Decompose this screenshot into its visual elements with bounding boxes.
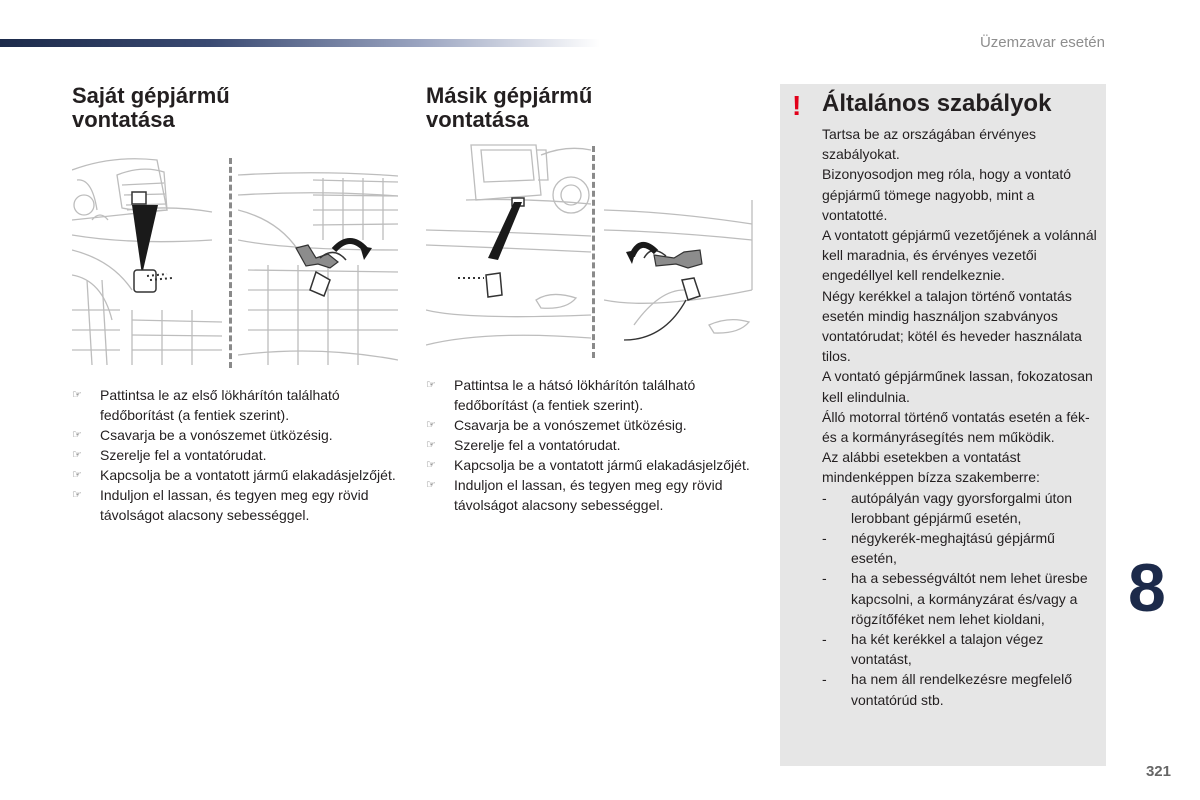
page-number: 321 <box>1145 763 1171 780</box>
middle-title-line1: Másik gépjármű <box>426 83 593 108</box>
list-item: ☞ Pattintsa le a hátsó lökhárítón található fedőborítást (a fentiek szerint). <box>426 377 696 413</box>
list-item: ☞ Csavarja be a vonószemet ütközésig. <box>72 427 333 443</box>
warning-icon: ! <box>792 90 802 121</box>
left-title-line2: vontatása <box>72 107 175 132</box>
chapter-number: 8 <box>1128 550 1166 626</box>
dash-marker: - <box>822 631 827 648</box>
pointing-hand-icon: ☞ <box>72 449 82 461</box>
left-section-title <box>72 84 230 132</box>
rear-towing-eye-illustration <box>604 140 754 360</box>
rules-title: Általános szabályok <box>822 90 1052 117</box>
list-item: - ha két kerékkel a talajon végez vontatást, <box>822 631 1044 668</box>
pointing-hand-icon: ☞ <box>426 479 436 491</box>
dash-marker: - <box>822 570 827 587</box>
pointing-hand-icon: ☞ <box>72 489 82 501</box>
rules-paragraph: Bizonyosodjon meg róla, hogy a vontató gépjármű tömege nagyobb, mint a vontatotté. <box>822 166 1072 223</box>
list-item: ☞ Induljon el lassan, és tegyen meg egy rövid távolságot alacsony sebességgel. <box>72 487 369 523</box>
list-item: - ha nem áll rendelkezésre megfelelő vontatórúd stb. <box>822 671 1073 708</box>
dash-marker: - <box>822 530 827 547</box>
pointing-hand-icon: ☞ <box>72 469 82 481</box>
pointing-hand-icon: ☞ <box>426 419 436 431</box>
left-title-line1: Saját gépjármű <box>72 83 230 108</box>
chapter-title: Üzemzavar esetén <box>979 34 1105 51</box>
list-item: ☞ Kapcsolja be a vontatott jármű elakadásjelzőjét. <box>426 457 750 473</box>
pointing-hand-icon: ☞ <box>72 389 82 401</box>
rules-paragraph: A vontató gépjárműnek lassan, fokozatosan kell elindulnia. <box>822 368 1093 405</box>
rules-paragraph: Álló motorral történő vontatás esetén a fék- és a kormányrásegítés nem működik. <box>822 408 1090 446</box>
middle-title-line2: vontatása <box>426 107 529 132</box>
front-towing-eye-illustration <box>238 150 398 370</box>
rules-list <box>822 488 1100 710</box>
pointing-hand-icon: ☞ <box>426 459 436 471</box>
left-steps-list <box>72 385 402 525</box>
middle-section-title <box>426 84 592 132</box>
list-item: ☞ Szerelje fel a vontatórudat. <box>426 437 621 453</box>
pointing-hand-icon: ☞ <box>426 439 436 451</box>
figure-divider <box>229 158 232 368</box>
list-item: ☞ Kapcsolja be a vontatott jármű elakadásjelzőjét. <box>72 467 396 483</box>
list-item: ☞ Induljon el lassan, és tegyen meg egy rövid távolságot alacsony sebességgel. <box>426 477 723 513</box>
middle-steps-list <box>426 375 761 515</box>
rules-paragraph: Az alábbi esetekben a vontatást mindenképpen bízza szakemberre: <box>822 449 1040 486</box>
pointing-hand-icon: ☞ <box>426 379 436 391</box>
rear-bumper-illustration <box>426 140 591 360</box>
list-item: - négykerék-meghajtású gépjármű esetén, <box>822 530 1055 567</box>
list-item: ☞ Csavarja be a vonószemet ütközésig. <box>426 417 687 433</box>
rules-paragraph: Tartsa be az országában érvényes szabályokat. <box>822 126 1037 163</box>
list-item: ☞ Szerelje fel a vontatórudat. <box>72 447 267 463</box>
figure-divider <box>592 146 595 358</box>
general-rules-box <box>780 84 1106 766</box>
pointing-hand-icon: ☞ <box>72 429 82 441</box>
front-bumper-illustration <box>72 150 222 370</box>
dash-marker: - <box>822 671 827 688</box>
list-item: - autópályán vagy gyorsforgalmi úton lerobbant gépjármű esetén, <box>822 489 1073 526</box>
dash-marker: - <box>822 489 827 506</box>
header-accent-bar <box>0 39 600 47</box>
list-item: ☞ Pattintsa le az első lökhárítón található fedőborítást (a fentiek szerint). <box>72 387 340 423</box>
rules-text <box>822 124 1100 710</box>
rules-paragraph: Négy kerékkel a talajon történő vontatás esetén mindig használjon szabványos vontatórudat; kötél és heveder használata tilos. <box>822 287 1082 365</box>
list-item: - ha a sebességváltót nem lehet üresbe kapcsolni, a kormányzárat és/vagy a rögzítőféket nem lehet kioldani, <box>822 570 1088 627</box>
rules-paragraph: A vontatott gépjármű vezetőjének a volánnál kell maradnia, és érvényes vezetői engedéllyel kell rendelkeznie. <box>822 227 1097 284</box>
